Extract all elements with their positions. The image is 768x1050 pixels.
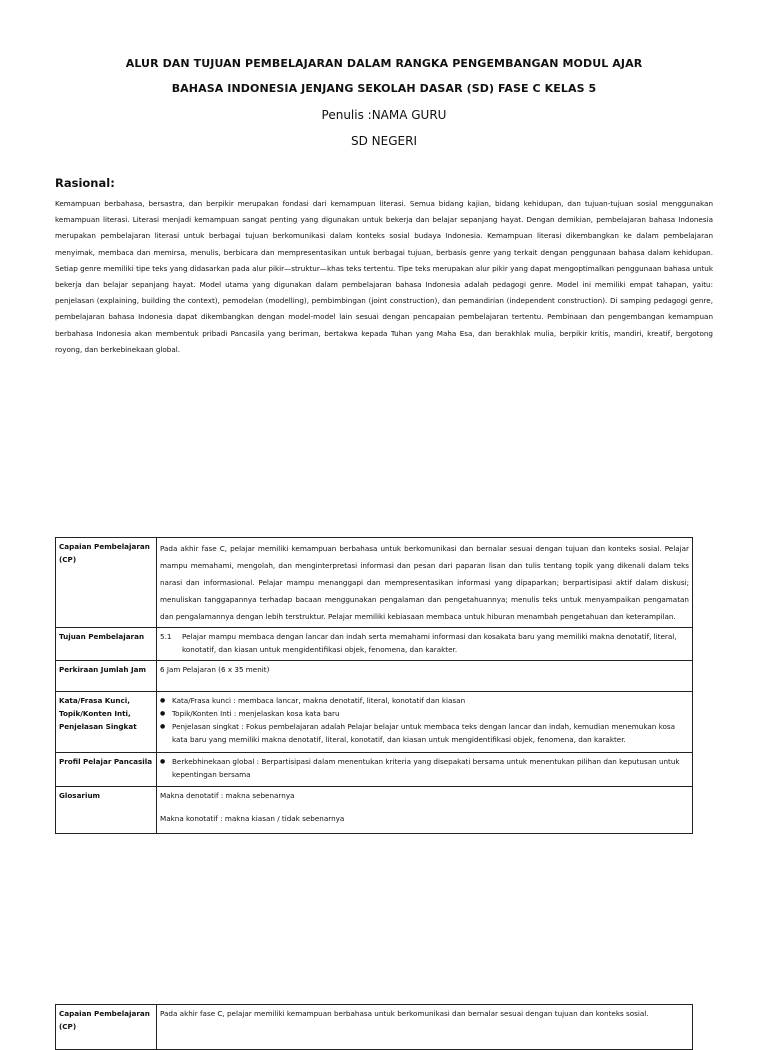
table-row-profil xyxy=(56,753,693,787)
cp-label: Capaian Pembelajaran (CP) xyxy=(56,538,157,628)
cp-value: Pada akhir fase C, pelajar memiliki kemampuan berbahasa untuk berkomunikasi dan bernalar sesuai dengan tujuan dan konteks sosial. xyxy=(157,1005,693,1050)
cp-label: Capaian Pembelajaran (CP) xyxy=(56,1005,157,1050)
glosarium-cell xyxy=(157,787,693,834)
kata-cell xyxy=(157,692,693,753)
list-item: ● Kata/Frasa kunci : membaca lancar, makna denotatif, literal, konotatif dan kiasan xyxy=(172,694,689,707)
tp-item xyxy=(160,630,689,656)
tp-cell xyxy=(157,628,693,661)
rasional-heading: Rasional: xyxy=(55,176,115,190)
cp-value: Pada akhir fase C, pelajar memiliki kemampuan berbahasa untuk berkomunikasi dan bernalar sesuai dengan tujuan dan konteks sosial. Pelajar mampu memahami, mengolah, dan menginterpretasi informasi dan pesan dari paparan lisan dan tulis tentang topik yang dikenali dalam teks narasi dan informasional. Pelajar mampu menanggapi dan mempresentasikan informasi yang dipaparkan; berpartisipasi aktif dalam diskusi; menuliskan tanggapannya terhadap bacaan menggunakan pengalaman dan pengetahuannya; menulis teks untuk menyampaikan pengamatan dan pengalamannya dengan lebih terstruktur. Pelajar memiliki kebiasaan membaca untuk hiburan menambah pengetahuan dan keterampilan. xyxy=(157,538,693,628)
kata-list xyxy=(160,694,689,746)
list-item: ● Penjelasan singkat : Fokus pembelajaran adalah Pelajar belajar untuk membaca teks dengan lancar dan indah, kemudian menemukan kosa kata baru yang memiliki makna denotatif, literal, konotatif, dan kiasan untuk mengidentifikasi objek, fenomena, dan karakter. xyxy=(172,720,689,746)
table-row-tp xyxy=(56,628,693,661)
learning-objectives-table xyxy=(55,537,693,834)
tp-label: Tujuan Pembelajaran xyxy=(56,628,157,661)
learning-objectives-table-2 xyxy=(55,1004,693,1050)
glosarium-line: Makna konotatif : makna kiasan / tidak sebenarnya xyxy=(160,814,345,823)
document-title-line2: BAHASA INDONESIA JENJANG SEKOLAH DASAR (SD) FASE C KELAS 5 xyxy=(171,82,597,95)
table-row-glosarium xyxy=(56,787,693,834)
table-row-jam xyxy=(56,661,693,692)
table-row-cp xyxy=(56,1005,693,1050)
glosarium-label: Glosarium xyxy=(56,787,157,834)
school-line: SD NEGERI xyxy=(351,134,417,148)
author-line: Penulis :NAMA GURU xyxy=(321,108,447,122)
document-title-line1: ALUR DAN TUJUAN PEMBELAJARAN DALAM RANGKA PENGEMBANGAN MODUL AJAR xyxy=(125,57,643,70)
jam-value: 6 Jam Pelajaran (6 x 35 menit) xyxy=(157,661,693,692)
profil-label: Profil Pelajar Pancasila xyxy=(56,753,157,787)
table-row-kata xyxy=(56,692,693,753)
rasional-paragraph: Kemampuan berbahasa, bersastra, dan berpikir merupakan fondasi dari kemampuan literasi. Semua bidang kajian, bidang kehidupan, dan tujuan-tujuan sosial menggunakan kemampuan literasi. Literasi menjadi kemampuan sangat penting yang digunakan untuk bekerja dan belajar sepanjang hayat. Dengan demikian, pembelajaran bahasa Indonesia merupakan pembelajaran literasi untuk berbagai tujuan berkomunikasi dalam konteks sosial budaya Indonesia. Kemampuan literasi dikembangkan ke dalam pembelajaran menyimak, membaca dan memirsa, menulis, berbicara dan mempresentasikan untuk berbagai tujuan, berbasis genre yang terkait dengan penggunaan bahasa dalam kehidupan. Setiap genre memiliki tipe teks yang didasarkan pada alur pikir—struktur—khas teks tertentu. Tipe teks merupakan alur pikir yang dapat mengoptimalkan penggunaan bahasa untuk bekerja dan belajar sepanjang hayat. Model utama yang digunakan dalam pembelajaran bahasa Indonesia adalah pedagogi genre. Model ini memiliki empat tahapan, yaitu: penjelasan (explaining, building the context), pemodelan (modelling), pembimbingan (joint construction), dan pemandirian (independent construction). Di samping pedagogi genre, pembelajaran bahasa Indonesia dapat dikembangkan dengan model-model lain sesuai dengan pencapaian pembelajaran tertentu. Pembinaan dan pengembangan kemampuan berbahasa Indonesia akan membentuk pribadi Pancasila yang beriman, bertakwa kepada Tuhan yang Maha Esa, dan berakhlak mulia, berpikir kritis, mandiri, kreatif, bergotong royong, dan berkebinekaan global. xyxy=(55,199,713,354)
profil-list xyxy=(160,755,689,781)
list-item: ● Topik/Konten Inti : menjelaskan kosa kata baru xyxy=(172,707,689,720)
profil-cell xyxy=(157,753,693,787)
table-row-cp xyxy=(56,538,693,628)
jam-label: Perkiraan Jumlah Jam xyxy=(56,661,157,692)
tp-value: Pelajar mampu membaca dengan lancar dan indah serta memahami informasi dan kosakata baru yang memiliki makna denotatif, literal, konotatif, dan kiasan untuk mengidentifikasi objek, fenomena, dan karakter. xyxy=(182,632,677,654)
list-item: ● Berkebhinekaan global : Berpartisipasi dalam menentukan kriteria yang disepakati bersama untuk menentukan pilihan dan keputusan untuk kepentingan bersama xyxy=(172,755,689,781)
glosarium-line: Makna denotatif : makna sebenarnya xyxy=(160,791,295,800)
kata-label: Kata/Frasa Kunci, Topik/Konten Inti, Penjelasan Singkat xyxy=(56,692,157,753)
tp-number: 5.1 xyxy=(160,632,172,641)
